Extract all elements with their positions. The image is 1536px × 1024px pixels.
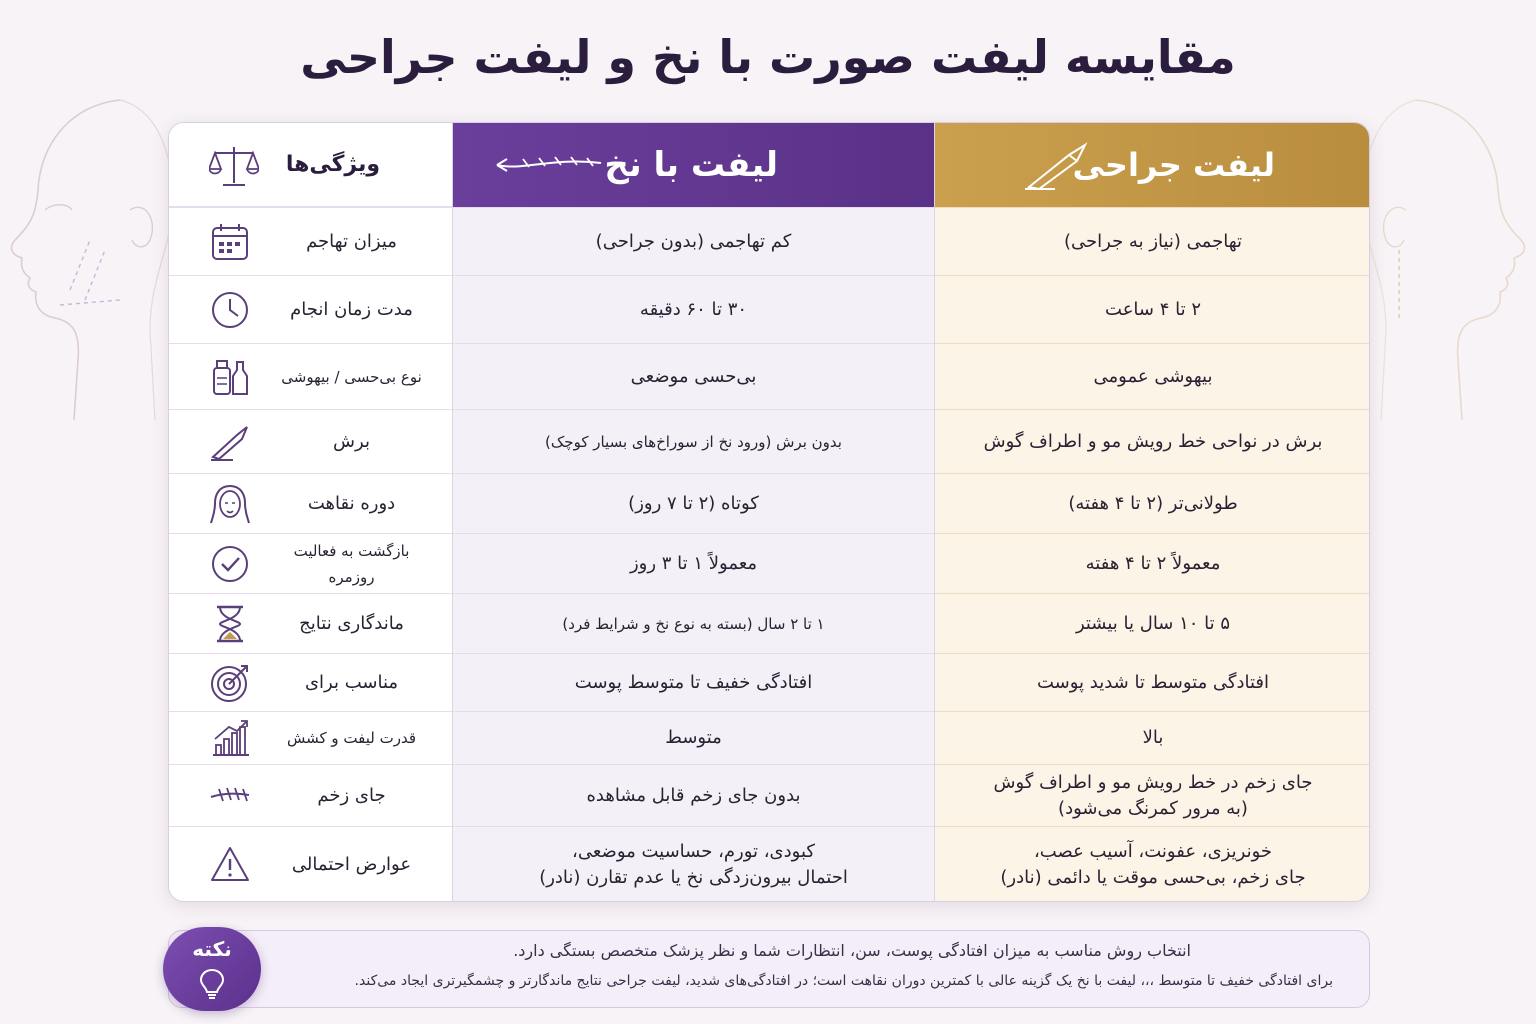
- thread-cell: افتادگی خفیف تا متوسط پوست: [574, 671, 813, 693]
- surgery-column: [935, 123, 1370, 902]
- table-row: [935, 764, 1370, 826]
- face-icon: [209, 483, 251, 525]
- calendar-icon: [209, 221, 251, 263]
- thread-cell: بدون برش (ورود نخ از سوراخ‌های بسیار کوچک): [545, 432, 842, 451]
- surgery-cell: بیهوشی عمومی: [1093, 365, 1213, 387]
- features-column: [169, 123, 452, 902]
- note-text-primary: انتخاب روش مناسب به میزان افتادگی پوست، سن، انتظارات شما و نظر پزشک متخصص بستگی دارد.: [513, 941, 1191, 960]
- scalpel-icon: [209, 421, 251, 463]
- table-row: [935, 826, 1370, 902]
- table-row: [935, 275, 1370, 343]
- feature-label: نوع بی‌حسی / بیهوشی: [281, 367, 422, 386]
- table-row: [453, 653, 934, 711]
- table-row: [935, 711, 1370, 764]
- thread-cell: ۳۰ تا ۶۰ دقیقه: [639, 298, 748, 320]
- table-row: [453, 343, 934, 409]
- thread-cell: معمولاً ۱ تا ۳ روز: [629, 552, 758, 574]
- thread-column-title: لیفت با نخ: [604, 145, 778, 185]
- note-badge-label: نکته: [192, 937, 232, 961]
- thread-cell: ۱ تا ۲ سال (بسته به نوع نخ و شرایط فرد): [562, 614, 825, 633]
- surgery-cell: جای زخم در خط رویش مو و اطراف گوش (به مرور کمرنگ می‌شود): [993, 771, 1313, 819]
- surgery-cell: تهاجمی (نیاز به جراحی): [1064, 230, 1243, 252]
- table-row: [935, 207, 1370, 275]
- surgery-cell: ۲ تا ۴ ساعت: [1105, 298, 1201, 320]
- face-profile-right-illustration: [1361, 90, 1536, 420]
- feature-row: [169, 711, 452, 764]
- feature-label: بازگشت به فعالیت روزمره: [293, 541, 410, 586]
- feature-row: [169, 275, 452, 343]
- surgery-cell: طولانی‌تر (۲ تا ۴ هفته): [1068, 492, 1238, 514]
- medicine-bottles-icon: [209, 356, 251, 398]
- table-row: [935, 409, 1370, 473]
- feature-label: عوارض احتمالی: [291, 854, 412, 875]
- comparison-table: [168, 122, 1370, 902]
- surgery-cell: بالا: [1142, 727, 1164, 748]
- thread-cell: کوتاه (۲ تا ۷ روز): [628, 492, 759, 514]
- feature-row: [169, 207, 452, 275]
- table-row: [453, 711, 934, 764]
- scalpel-icon: [1025, 141, 1091, 191]
- table-row: [453, 533, 934, 593]
- feature-label: میزان تهاجم: [306, 230, 397, 252]
- feature-label: جای زخم: [317, 784, 386, 806]
- surgery-column-title: لیفت جراحی: [1072, 146, 1275, 184]
- features-column-title: ویژگی‌ها: [285, 152, 380, 177]
- surgery-cell: ۵ تا ۱۰ سال یا بیشتر: [1075, 612, 1231, 634]
- surgery-cell: افتادگی متوسط تا شدید پوست: [1036, 671, 1270, 693]
- features-column-header: [169, 123, 452, 207]
- surgery-cell: برش در نواحی خط رویش مو و اطراف گوش: [983, 430, 1323, 452]
- thread-cell: متوسط: [665, 727, 722, 748]
- thread-column: [452, 123, 935, 902]
- surgery-column-header: [935, 123, 1370, 207]
- check-circle-icon: [209, 543, 251, 585]
- thread-cell: بی‌حسی موضعی: [630, 365, 757, 387]
- feature-label: ماندگاری نتایج: [299, 612, 404, 634]
- table-row: [453, 409, 934, 473]
- feature-row: [169, 826, 452, 902]
- surgery-cell: معمولاً ۲ تا ۴ هفته: [1085, 552, 1221, 574]
- thread-cell: کبودی، تورم، حساسیت موضعی، احتمال بیرون‌زدگی نخ یا عدم تقارن (نادر): [539, 841, 848, 888]
- face-profile-left-illustration: [0, 90, 175, 420]
- feature-label: قدرت لیفت و کشش: [286, 729, 417, 747]
- note-box: [168, 930, 1370, 1008]
- page-title: مقایسه لیفت صورت با نخ و لیفت جراحی: [300, 30, 1236, 84]
- feature-label: مدت زمان انجام: [290, 298, 413, 320]
- table-row: [453, 275, 934, 343]
- growth-chart-icon: [209, 717, 251, 759]
- thread-cell: کم تهاجمی (بدون جراحی): [595, 230, 792, 252]
- feature-label: برش: [333, 430, 370, 452]
- table-row: [453, 764, 934, 826]
- scales-icon: [209, 143, 259, 189]
- feature-row: [169, 409, 452, 473]
- clock-icon: [209, 289, 251, 331]
- warning-icon: [209, 844, 251, 886]
- table-row: [453, 593, 934, 653]
- hourglass-icon: [209, 603, 251, 645]
- feature-row: [169, 653, 452, 711]
- feature-row: [169, 473, 452, 533]
- note-badge: [163, 927, 261, 1011]
- table-row: [935, 593, 1370, 653]
- table-row: [453, 473, 934, 533]
- surgery-cell: خونریزی، عفونت، آسیب عصب، جای زخم، بی‌حسی موقت یا دائمی (نادر): [1000, 841, 1306, 888]
- lightbulb-icon: [197, 967, 227, 1001]
- thread-column-header: [453, 123, 934, 207]
- feature-row: [169, 533, 452, 593]
- feature-label: مناسب برای: [304, 671, 399, 693]
- table-row: [935, 473, 1370, 533]
- feature-row: [169, 343, 452, 409]
- feature-row: [169, 593, 452, 653]
- table-row: [935, 533, 1370, 593]
- feature-row: [169, 764, 452, 826]
- table-row: [453, 207, 934, 275]
- table-row: [935, 653, 1370, 711]
- target-icon: [209, 662, 251, 704]
- stitches-icon: [209, 775, 251, 817]
- thread-arrow-icon: [493, 145, 605, 185]
- table-row: [453, 826, 934, 902]
- feature-label: دوره نقاهت: [307, 492, 396, 514]
- thread-cell: بدون جای زخم قابل مشاهده: [586, 784, 801, 806]
- note-text-secondary: برای افتادگی خفیف تا متوسط ،،، لیفت با نخ یک گزینه عالی با کمترین دوران نقاهت است؛ در افتادگی‌های شدید، لیفت جراحی نتایج ماندگارتر و چشمگیرتری ایجاد می‌کند.: [354, 973, 1333, 989]
- table-row: [935, 343, 1370, 409]
